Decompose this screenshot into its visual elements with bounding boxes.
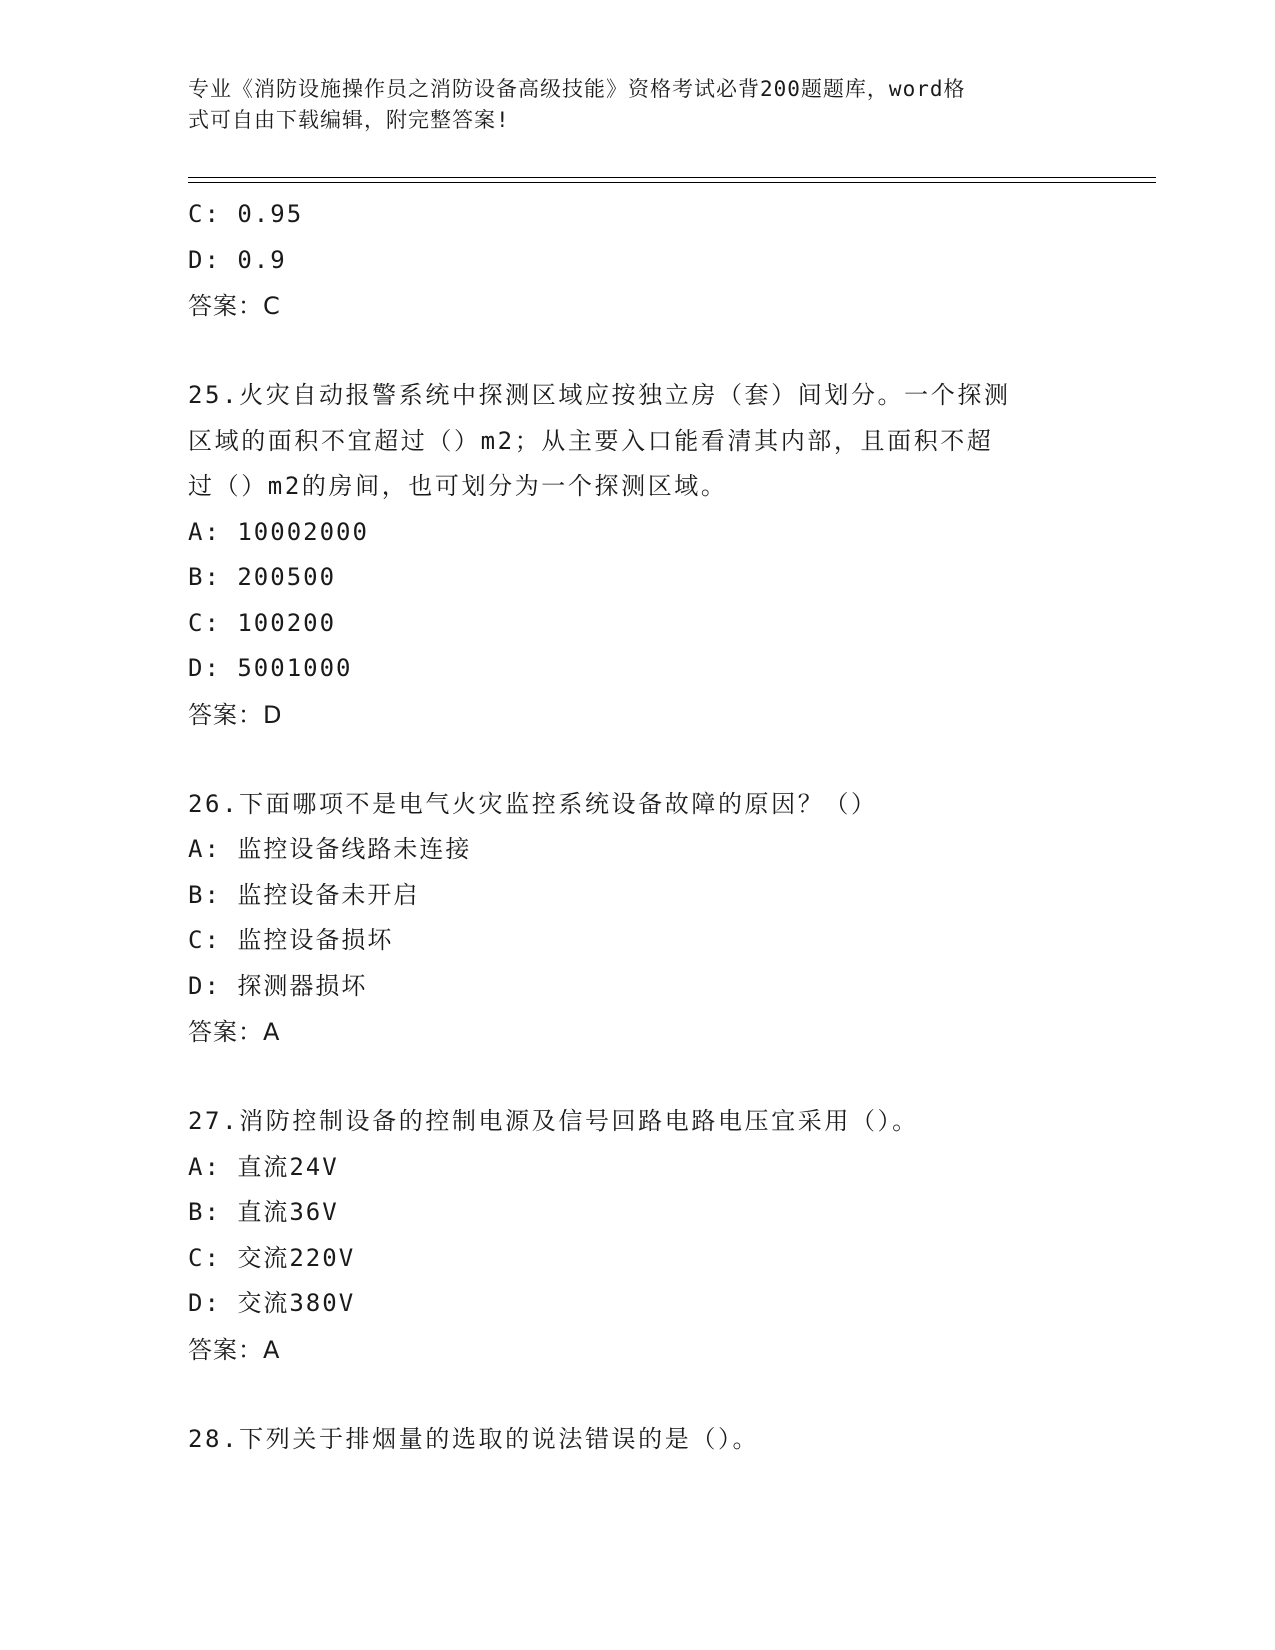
question-28 xyxy=(188,1417,1088,1463)
option-d: D: 5001000 xyxy=(188,654,353,682)
header-line-2: 式可自由下载编辑，附完整答案! xyxy=(188,108,510,132)
header-divider-bottom xyxy=(188,182,1156,183)
option-c: C: 100200 xyxy=(188,608,337,637)
option-c: C: 0.95 xyxy=(188,200,304,228)
question-25 xyxy=(188,373,1088,738)
answer-line: 答案：A xyxy=(188,1335,281,1364)
question-list xyxy=(188,192,1088,1462)
document-header xyxy=(188,74,1068,136)
answer-line: 答案：A xyxy=(188,1018,281,1046)
option-d: D: 探测器损坏 xyxy=(188,971,368,1000)
question-text-line: 25.火灾自动报警系统中探测区域应按独立房（套）间划分。一个探测 xyxy=(188,381,1011,409)
option-a: A: 直流24V xyxy=(188,1152,339,1181)
question-text-line: 26.下面哪项不是电气火灾监控系统设备故障的原因？（） xyxy=(188,789,878,818)
option-b: B: 200500 xyxy=(188,563,337,591)
answer-line: 答案：C xyxy=(188,292,281,320)
option-c: C: 监控设备损坏 xyxy=(188,926,394,954)
question-27 xyxy=(188,1099,1088,1373)
question-26 xyxy=(188,782,1088,1056)
question-text-line: 28.下列关于排烟量的选取的说法错误的是（）。 xyxy=(188,1424,760,1453)
header-divider-top xyxy=(188,177,1156,178)
question-text-line: 27.消防控制设备的控制电源及信号回路电路电压宜采用（）。 xyxy=(188,1107,919,1135)
option-d: D: 0.9 xyxy=(188,245,287,274)
option-d: D: 交流380V xyxy=(188,1289,356,1317)
option-b: B: 直流36V xyxy=(188,1198,339,1226)
question-text-line: 过（）m2的房间，也可划分为一个探测区域。 xyxy=(188,472,728,500)
answer-line: 答案：D xyxy=(188,700,283,729)
question-text-line: 区域的面积不宜超过（）m2；从主要入口能看清其内部，且面积不超 xyxy=(188,426,994,455)
option-a: A: 监控设备线路未连接 xyxy=(188,835,472,863)
question-24-tail xyxy=(188,192,1088,329)
option-c: C: 交流220V xyxy=(188,1243,356,1272)
option-b: B: 监控设备未开启 xyxy=(188,880,420,909)
option-a: A: 10002000 xyxy=(188,517,369,546)
header-line-1: 专业《消防设施操作员之消防设备高级技能》资格考试必背200题题库，word格 xyxy=(188,77,966,101)
